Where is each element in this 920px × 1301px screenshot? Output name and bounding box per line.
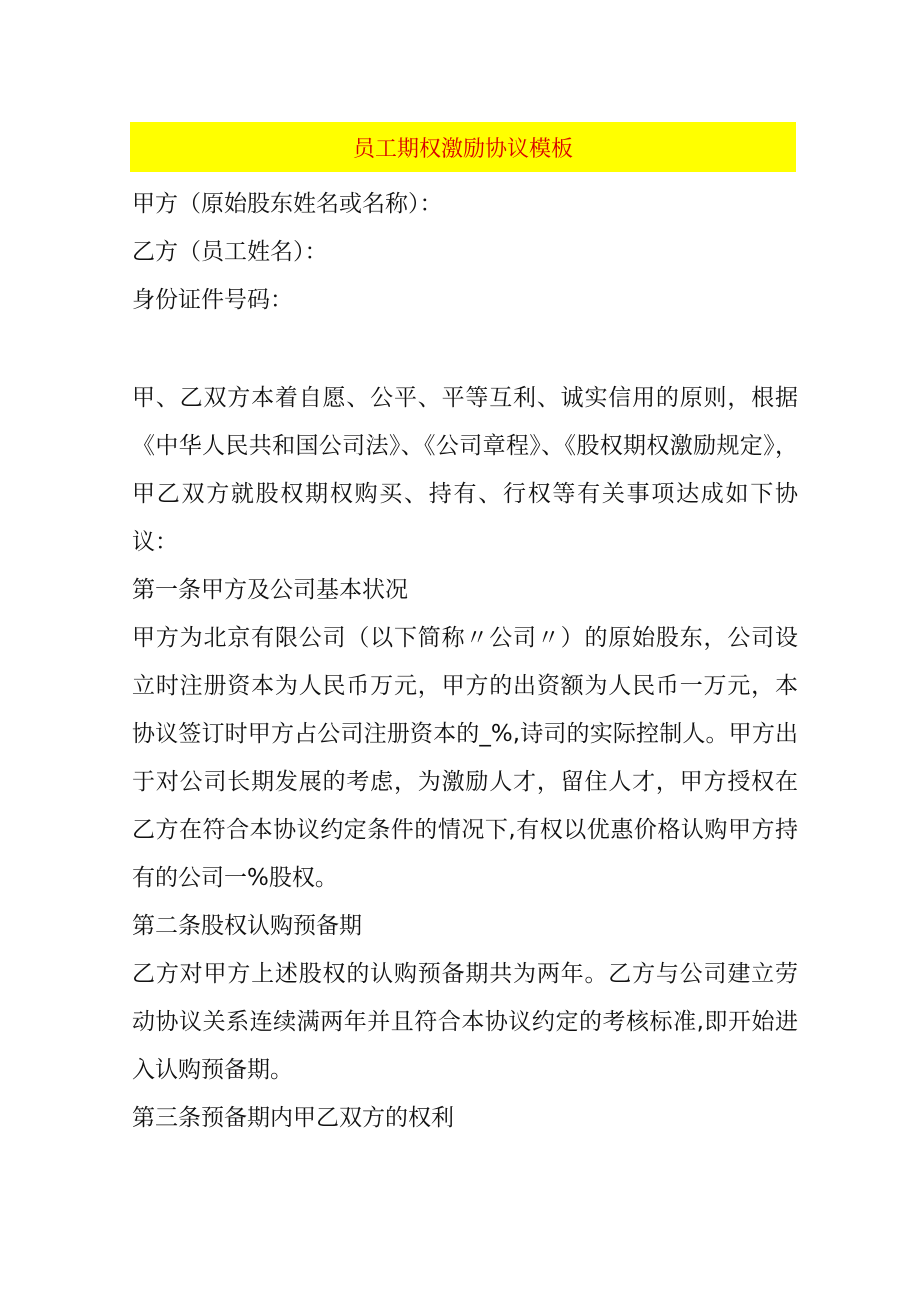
document-body: [132, 180, 798, 1142]
title-banner: [130, 122, 796, 172]
blank-gap: [132, 324, 798, 374]
article-1-heading: 第一条甲方及公司基本状况: [132, 577, 408, 603]
document-title: 员工期权激励协议模板: [352, 136, 573, 162]
article-3-heading: 第三条预备期内甲乙双方的权利: [132, 1105, 454, 1131]
party-a-line: 甲方（原始股东姓名或名称）：: [132, 191, 443, 217]
article-1-paragraph: 甲方为北京有限公司（以下简称〃公司〃）的原始股东，公司设立时注册资本为人民币万元，甲方的出资额为人民币一万元，本协议签订时甲方占公司注册资本的_%,诗司的实际控制人。甲方出于对公司长期发展的考虑，为激励人才，留住人才，甲方授权在乙方在符合本协议约定条件的情况下,有权以优惠价格认购甲方持有的公司一%股权。: [132, 625, 798, 891]
party-b-line: 乙方（员工姓名）：: [132, 239, 328, 265]
id-number-line: 身份证件号码：: [132, 287, 293, 313]
article-2-heading: 第二条股权认购预备期: [132, 913, 362, 939]
article-2-paragraph: 乙方对甲方上述股权的认购预备期共为两年。乙方与公司建立劳动协议关系连续满两年并且符合本协议约定的考核标准,即开始进入认购预备期。: [132, 961, 798, 1083]
intro-paragraph: 甲、乙双方本着自愿、公平、平等互利、诚实信用的原则，根据《中华人民共和国公司法》、《公司章程》、《股权期权激励规定》，甲乙双方就股权期权购买、持有、行权等有关事项达成如下协议：: [132, 385, 798, 555]
